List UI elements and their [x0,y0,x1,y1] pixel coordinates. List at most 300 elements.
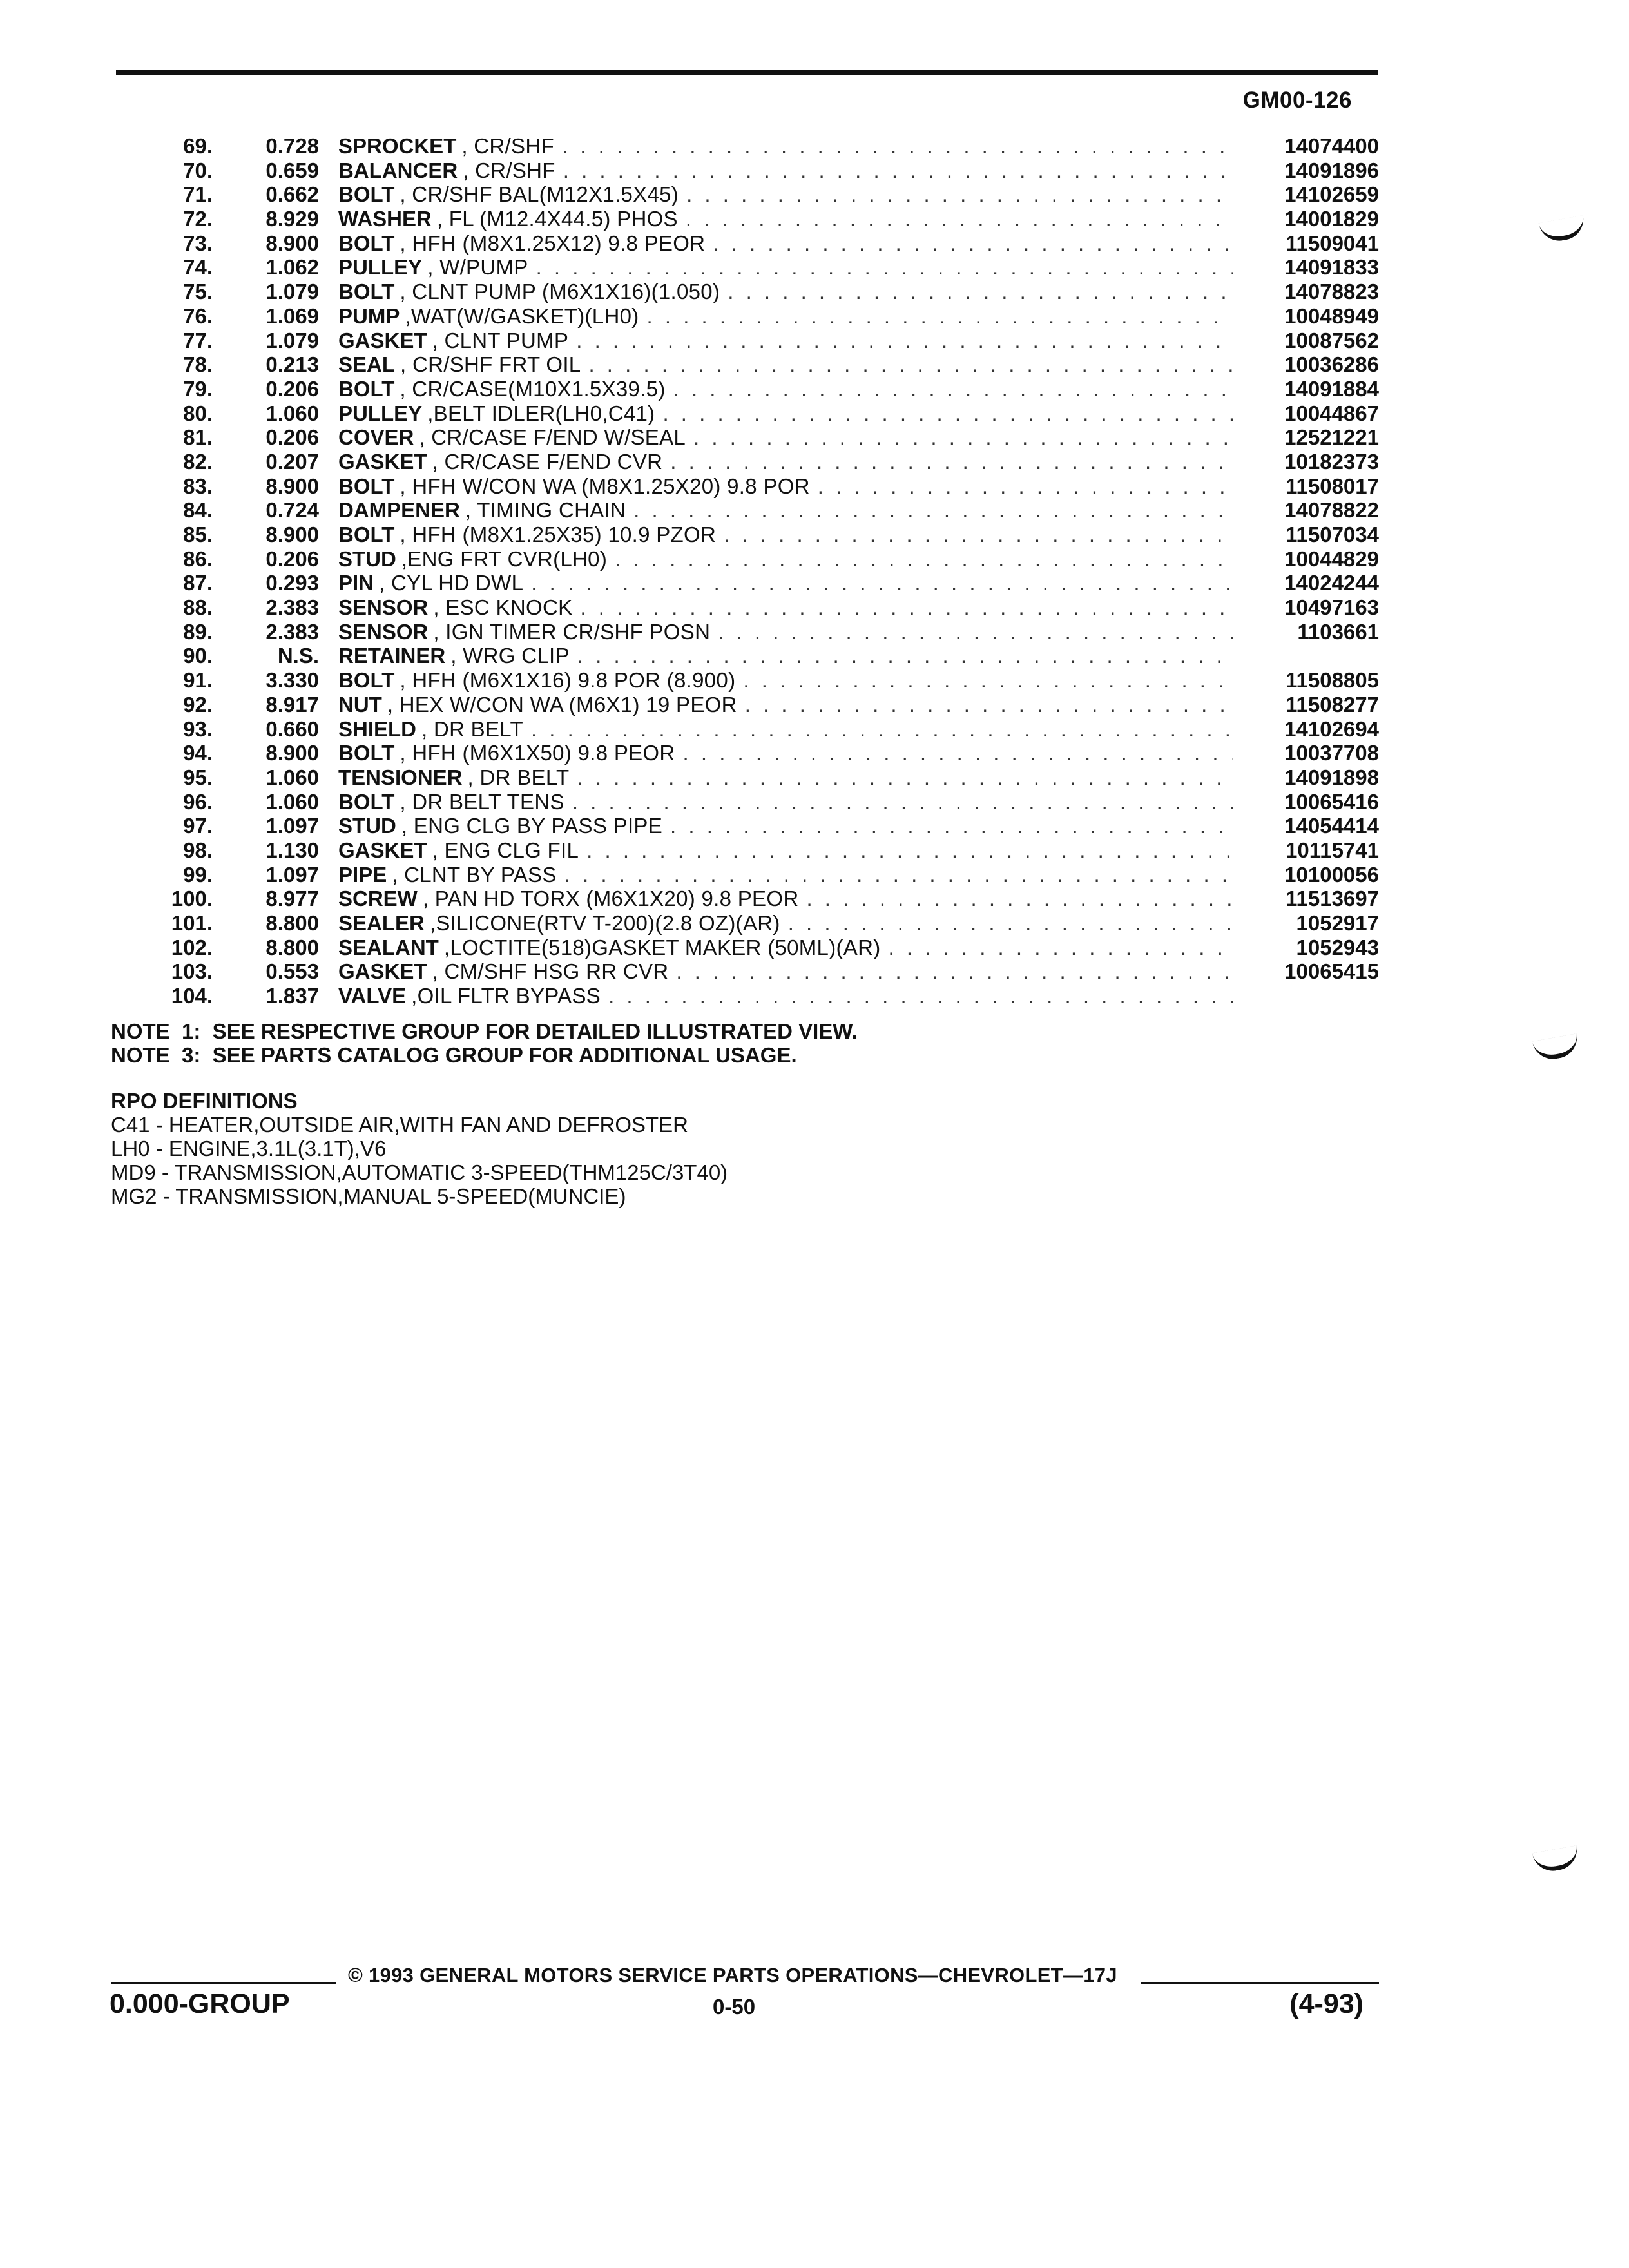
group-number: 0.293 [265,571,319,595]
notes-section [111,1019,858,1067]
part-description [338,814,1244,838]
part-number: 10036286 [1284,352,1379,377]
dot-leader [577,644,1233,668]
footer-date: (4-93) [1289,1988,1364,2019]
item-number: 86. [183,546,213,571]
part-description [338,887,1244,911]
part-description [338,231,1244,256]
dot-leader [788,911,1233,936]
item-number: 79. [183,376,213,401]
part-number: 14054414 [1284,814,1379,838]
dot-leader [889,936,1233,960]
part-qualifier: , HEX W/CON WA (M6X1) 19 PEOR [387,692,737,716]
parts-row [103,571,1379,595]
item-number: 102. [171,935,213,959]
parts-row [103,523,1379,547]
part-qualifier: , CR/SHF [461,134,554,158]
binder-hole-mark [1539,215,1587,244]
dot-leader [615,547,1233,572]
part-description [338,547,1244,572]
parts-row [103,693,1379,717]
part-qualifier: , HFH W/CON WA (M8X1.25X20) 9.8 POR [400,474,810,498]
parts-row [103,207,1379,231]
group-number: 1.097 [265,862,319,887]
group-number: 2.383 [265,619,319,644]
part-number: 14102694 [1284,716,1379,741]
item-number: 91. [183,668,213,693]
dot-leader [564,863,1233,887]
group-number: 1.130 [265,838,319,862]
part-name: DAMPENER [338,498,460,523]
part-qualifier: , TIMING CHAIN [465,498,626,523]
parts-row [103,838,1379,863]
item-number: 90. [183,644,213,668]
item-number: 87. [183,571,213,595]
item-number: 98. [183,838,213,862]
dot-leader [818,474,1233,499]
group-number: 0.206 [265,425,319,450]
part-description [338,571,1244,595]
item-number: 99. [183,862,213,887]
part-number: 14091833 [1284,255,1379,280]
part-name: SHIELD [338,716,417,741]
part-qualifier: , CR/CASE(M10X1.5X39.5) [400,376,666,401]
footer-page-number: 0-50 [713,1995,756,2019]
part-description [338,304,1244,329]
parts-list [103,134,1379,1008]
dot-leader [588,352,1233,377]
part-name: BOLT [338,376,395,401]
part-name: VALVE [338,984,407,1008]
item-number: 101. [171,911,213,935]
part-number: 11509041 [1285,231,1379,255]
part-name: PIN [338,571,374,595]
item-number: 89. [183,619,213,644]
dot-leader [745,693,1233,717]
group-number: 8.800 [265,911,319,935]
dot-leader [743,668,1233,693]
part-description [338,595,1244,620]
part-description [338,717,1244,742]
parts-row [103,959,1379,984]
parts-row [103,280,1379,304]
part-description [338,329,1244,353]
part-name: GASKET [338,959,427,984]
part-name: BALANCER [338,158,458,182]
part-qualifier: ,ENG FRT CVR(LH0) [401,546,608,571]
group-number: 0.553 [265,959,319,984]
part-number: 14091898 [1284,765,1379,789]
part-number: 1103661 [1297,619,1379,644]
footer-rule-left [111,1982,336,1984]
parts-row [103,231,1379,256]
dot-leader [693,425,1233,450]
dot-leader [580,595,1233,620]
parts-row [103,984,1379,1008]
rpo-line: MG2 - TRANSMISSION,MANUAL 5-SPEED(MUNCIE) [111,1184,626,1208]
part-name: BOLT [338,789,395,814]
document-code: GM00-126 [1242,88,1352,113]
part-name: PIPE [338,862,387,887]
part-name: PULLEY [338,401,423,425]
part-number: 1052943 [1296,935,1379,959]
part-name: BOLT [338,231,395,255]
item-number: 103. [171,959,213,984]
parts-row [103,401,1379,426]
part-qualifier: , CM/SHF HSG RR CVR [432,959,669,984]
dot-leader [662,401,1233,426]
part-description [338,741,1244,765]
part-qualifier: , CR/CASE F/END W/SEAL [419,425,686,450]
dot-leader [562,134,1233,159]
dot-leader [670,814,1233,838]
part-name: COVER [338,425,414,450]
group-number: 0.728 [265,134,319,158]
part-number: 14074400 [1284,134,1379,158]
part-number: 11513697 [1285,887,1379,911]
part-description [338,352,1244,377]
item-number: 82. [183,449,213,474]
item-number: 77. [183,328,213,352]
part-number: 12521221 [1284,425,1379,450]
part-description [338,911,1244,936]
part-qualifier: , PAN HD TORX (M6X1X20) 9.8 PEOR [422,887,799,911]
part-description [338,523,1244,547]
group-number: N.S. [277,644,319,668]
group-number: 0.659 [265,158,319,182]
item-number: 76. [183,303,213,328]
part-number: 14091884 [1284,376,1379,401]
parts-row [103,741,1379,765]
group-number: 1.079 [265,328,319,352]
part-number: 14024244 [1284,571,1379,595]
dot-leader [676,959,1233,984]
item-number: 95. [183,765,213,789]
part-number: 14091896 [1284,158,1379,182]
group-number: 8.900 [265,231,319,255]
part-qualifier: , DR BELT TENS [400,789,564,814]
rpo-line: MD9 - TRANSMISSION,AUTOMATIC 3-SPEED(THM125C/3T40) [111,1160,728,1184]
part-description [338,863,1244,887]
part-qualifier: , HFH (M8X1.25X35) 10.9 PZOR [400,523,717,546]
part-name: PULLEY [338,255,423,280]
part-number: 10497163 [1284,595,1379,620]
dot-leader [536,255,1233,280]
part-number: 10087562 [1284,328,1379,352]
parts-row [103,450,1379,474]
note-1: NOTE 1: SEE RESPECTIVE GROUP FOR DETAILED ILLUSTRATED VIEW. [111,1019,858,1043]
part-description [338,936,1244,960]
item-number: 96. [183,789,213,814]
part-number: 11508805 [1285,668,1379,693]
part-name: BOLT [338,280,395,304]
part-qualifier: , HFH (M6X1X50) 9.8 PEOR [400,741,675,765]
part-number: 10065415 [1284,959,1379,984]
group-number: 8.900 [265,474,319,498]
part-qualifier: , DR BELT [421,716,523,741]
part-description [338,959,1244,984]
footer-copyright: © 1993 GENERAL MOTORS SERVICE PARTS OPERATIONS—CHEVROLET—17J [348,1964,1117,1986]
part-description [338,838,1244,863]
group-number: 0.207 [265,449,319,474]
part-qualifier: ,BELT IDLER(LH0,C41) [427,401,655,425]
part-name: SCREW [338,887,418,911]
part-description [338,668,1244,693]
part-number: 10048949 [1284,303,1379,328]
part-qualifier: ,SILICONE(RTV T-200)(2.8 OZ)(AR) [429,911,780,935]
part-number: 11508277 [1285,692,1379,716]
parts-row [103,498,1379,523]
part-number: 10115741 [1285,838,1379,862]
parts-row [103,814,1379,838]
part-description [338,474,1244,499]
group-number: 1.837 [265,984,319,1008]
item-number: 92. [183,692,213,716]
part-name: BOLT [338,474,395,498]
parts-row [103,474,1379,499]
item-number: 73. [183,231,213,255]
part-description [338,280,1244,304]
part-qualifier: , CLNT PUMP (M6X1X16)(1.050) [400,280,720,304]
item-number: 84. [183,498,213,523]
footer-rule-right [1141,1982,1379,1984]
item-number: 93. [183,716,213,741]
part-qualifier: , CLNT PUMP [432,328,569,352]
part-description [338,425,1244,450]
item-number: 75. [183,280,213,304]
note-3: NOTE 3: SEE PARTS CATALOG GROUP FOR ADDITIONAL USAGE. [111,1043,797,1067]
item-number: 81. [183,425,213,450]
part-description [338,644,1244,668]
part-description [338,693,1244,717]
part-name: GASKET [338,328,427,352]
parts-row [103,304,1379,329]
part-number: 14078823 [1284,280,1379,304]
dot-leader [633,498,1233,523]
group-number: 1.060 [265,789,319,814]
part-description [338,765,1244,790]
part-description [338,401,1244,426]
part-qualifier: , W/PUMP [427,255,528,280]
parts-row [103,159,1379,183]
dot-leader [531,571,1233,595]
item-number: 100. [171,887,213,911]
parts-row [103,887,1379,911]
group-number: 8.917 [265,692,319,716]
item-number: 104. [171,984,213,1008]
part-name: SEALANT [338,935,439,959]
part-qualifier: , CR/SHF FRT OIL [400,352,581,377]
part-number: 14078822 [1284,498,1379,523]
rpo-line: LH0 - ENGINE,3.1L(3.1T),V6 [111,1137,387,1160]
item-number: 85. [183,523,213,546]
part-description [338,790,1244,814]
part-number: 11508017 [1285,474,1379,498]
part-number: 11507034 [1285,523,1379,546]
parts-row [103,790,1379,814]
dot-leader [670,450,1233,474]
part-qualifier: , HFH (M8X1.25X12) 9.8 PEOR [400,231,706,255]
part-number: 10037708 [1284,741,1379,765]
top-rule [116,70,1378,75]
item-number: 88. [183,595,213,620]
group-number: 8.977 [265,887,319,911]
part-name: SENSOR [338,595,429,620]
part-qualifier: ,OIL FLTR BYPASS [411,984,601,1008]
item-number: 71. [183,182,213,207]
parts-row [103,765,1379,790]
part-qualifier: , WRG CLIP [450,644,570,668]
part-description [338,498,1244,523]
group-number: 0.660 [265,716,319,741]
dot-leader [576,329,1233,353]
dot-leader [608,984,1233,1008]
group-number: 1.060 [265,401,319,425]
parts-row [103,717,1379,742]
item-number: 80. [183,401,213,425]
part-qualifier: , IGN TIMER CR/SHF POSN [433,619,711,644]
parts-row [103,134,1379,159]
group-number: 8.800 [265,935,319,959]
group-number: 1.069 [265,303,319,328]
part-name: GASKET [338,838,427,862]
item-number: 83. [183,474,213,498]
group-number: 1.079 [265,280,319,304]
part-number: 10044829 [1284,546,1379,571]
dot-leader [686,182,1233,207]
group-number: 8.900 [265,523,319,546]
part-name: SENSOR [338,619,429,644]
item-number: 74. [183,255,213,280]
parts-row [103,668,1379,693]
item-number: 69. [183,134,213,158]
group-number: 8.900 [265,741,319,765]
item-number: 94. [183,741,213,765]
part-name: RETAINER [338,644,446,668]
part-qualifier: , CR/CASE F/END CVR [432,449,663,474]
part-name: WASHER [338,207,432,231]
rpo-definitions [111,1089,728,1208]
binder-hole-mark [1532,1845,1581,1874]
part-qualifier: , ESC KNOCK [433,595,573,620]
part-name: STUD [338,814,396,838]
group-number: 1.097 [265,814,319,838]
dot-leader [673,377,1233,401]
part-description [338,450,1244,474]
part-qualifier: , DR BELT [467,765,570,789]
group-number: 8.929 [265,207,319,231]
dot-leader [724,523,1233,547]
part-qualifier: , CLNT BY PASS [392,862,557,887]
parts-row [103,863,1379,887]
parts-row [103,255,1379,280]
part-description [338,377,1244,401]
dot-leader [572,790,1233,814]
parts-row [103,182,1379,207]
parts-row [103,547,1379,572]
parts-row [103,329,1379,353]
part-qualifier: , CYL HD DWL [379,571,524,595]
part-name: TENSIONER [338,765,463,789]
dot-leader [686,207,1233,231]
part-description [338,984,1244,1008]
item-number: 72. [183,207,213,231]
group-number: 0.206 [265,546,319,571]
part-qualifier: , ENG CLG BY PASS PIPE [401,814,663,838]
dot-leader [586,838,1233,863]
rpo-line: C41 - HEATER,OUTSIDE AIR,WITH FAN AND DEFROSTER [111,1113,688,1137]
group-number: 2.383 [265,595,319,620]
parts-row [103,911,1379,936]
parts-row [103,425,1379,450]
parts-row [103,595,1379,620]
part-name: BOLT [338,668,395,693]
group-number: 0.213 [265,352,319,377]
footer-group: 0.000-GROUP [110,1988,290,2019]
binder-hole-mark [1532,1033,1581,1062]
dot-leader [647,304,1233,329]
group-number: 1.062 [265,255,319,280]
part-qualifier: , FL (M12.4X44.5) PHOS [436,207,678,231]
part-number: 14102659 [1284,182,1379,207]
part-name: NUT [338,692,382,716]
part-qualifier: , CR/SHF BAL(M12X1.5X45) [400,182,679,207]
part-description [338,182,1244,207]
part-description [338,134,1244,159]
group-number: 0.662 [265,182,319,207]
item-number: 78. [183,352,213,377]
rpo-title: RPO DEFINITIONS [111,1089,298,1113]
part-number: 14001829 [1284,207,1379,231]
dot-leader [531,717,1233,742]
part-name: STUD [338,546,396,571]
part-number: 1052917 [1296,911,1379,935]
part-name: SPROCKET [338,134,457,158]
part-qualifier: ,WAT(W/GASKET)(LH0) [405,303,639,328]
item-number: 70. [183,158,213,182]
dot-leader [683,741,1233,765]
group-number: 0.206 [265,376,319,401]
part-qualifier: , HFH (M6X1X16) 9.8 POR (8.900) [400,668,736,693]
part-number: 10044867 [1284,401,1379,425]
group-number: 3.330 [265,668,319,693]
part-description [338,159,1244,183]
parts-row [103,644,1379,668]
part-name: GASKET [338,449,427,474]
parts-row [103,352,1379,377]
dot-leader [713,231,1233,256]
part-name: PUMP [338,303,400,328]
dot-leader [577,765,1233,790]
part-description [338,207,1244,231]
parts-row [103,377,1379,401]
part-name: SEAL [338,352,396,377]
dot-leader [728,280,1233,304]
part-number: 10065416 [1284,789,1379,814]
parts-row [103,936,1379,960]
part-description [338,255,1244,280]
item-number: 97. [183,814,213,838]
group-number: 0.724 [265,498,319,523]
dot-leader [806,887,1233,911]
dot-leader [718,620,1233,644]
part-qualifier: ,LOCTITE(518)GASKET MAKER (50ML)(AR) [443,935,881,959]
part-name: BOLT [338,182,395,207]
part-number: 10182373 [1284,449,1379,474]
part-name: BOLT [338,741,395,765]
parts-row [103,620,1379,644]
dot-leader [563,159,1233,183]
